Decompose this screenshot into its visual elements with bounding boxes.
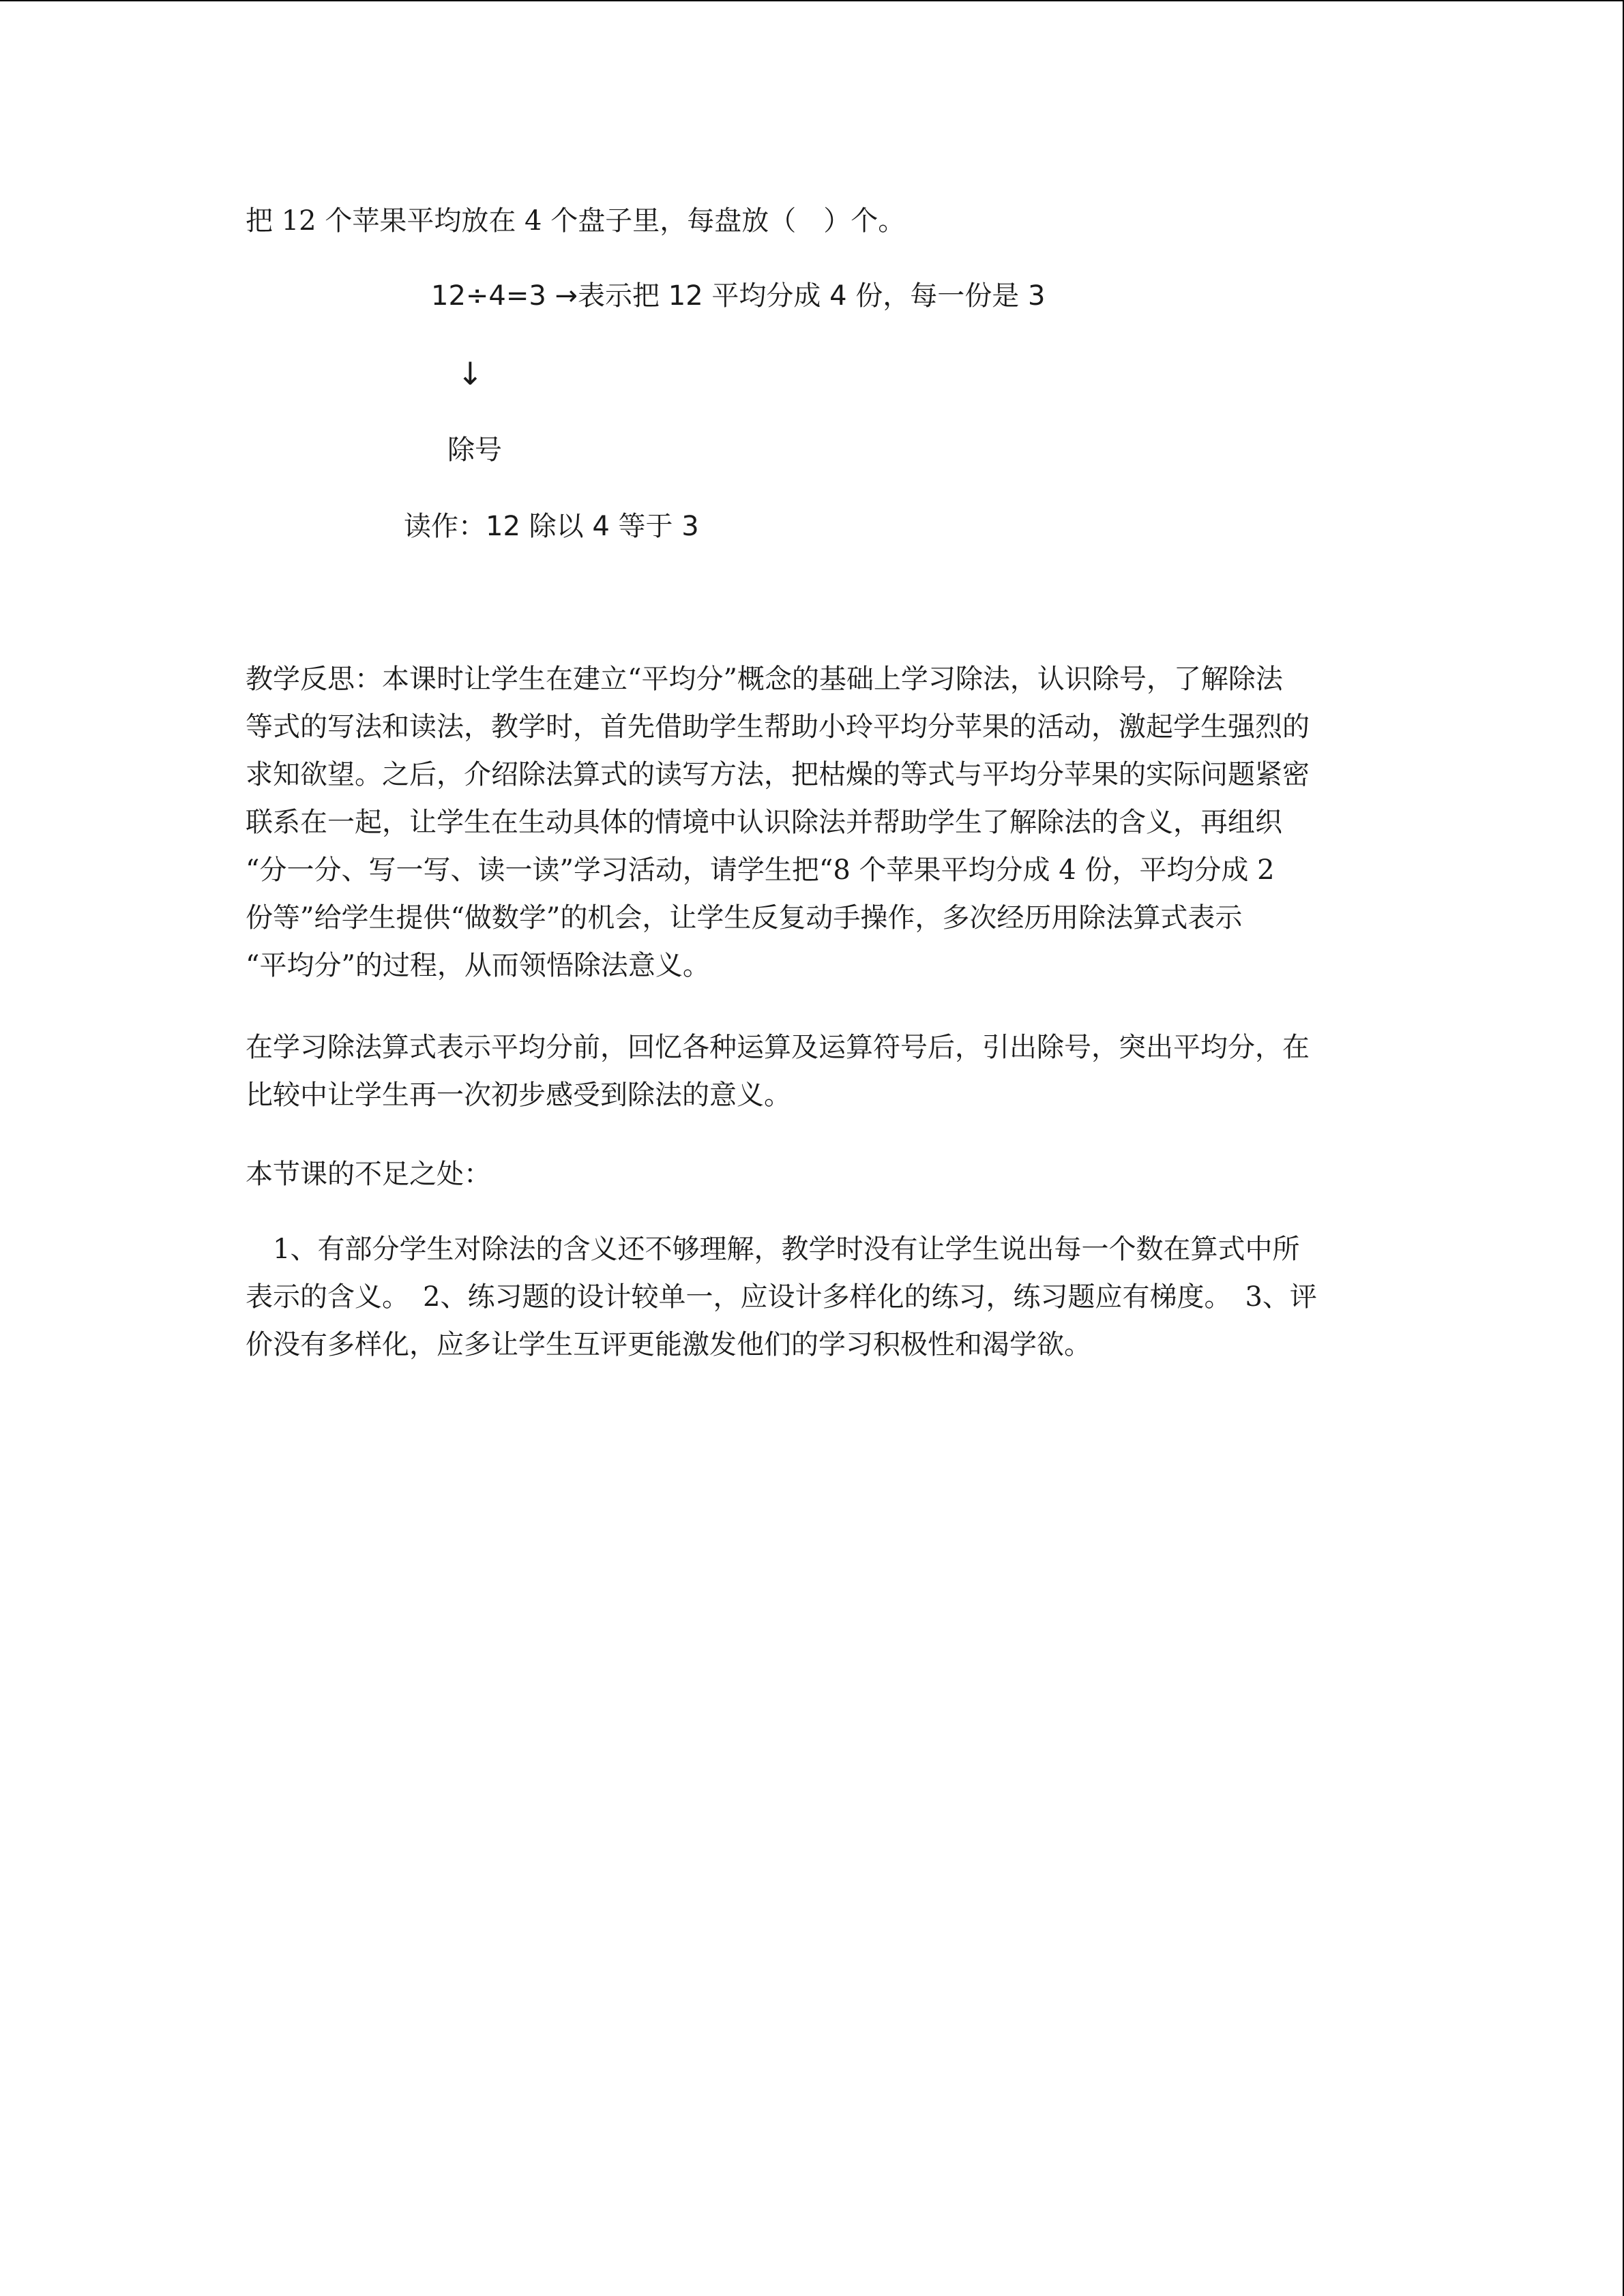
paragraph-line: 在学习除法算式表示平均分前，回忆各种运算及运算符号后，引出除号，突出平均分，在: [246, 1032, 1310, 1063]
shortcomings-heading: 本节课的不足之处：: [246, 1159, 491, 1190]
reflection-line: 求知欲望。之后，介绍除法算式的读写方法，把枯燥的等式与平均分苹果的实际问题紧密: [246, 759, 1310, 790]
reflection-line: “平均分”的过程，从而领悟除法意义。: [246, 950, 710, 981]
reflection-line: “分一分、写一写、读一读”学习活动，请学生把“8 个苹果平均分成 4 份，平均分成 2: [246, 854, 1275, 886]
reflection-line: 联系在一起，让学生在生动具体的情境中认识除法并帮助学生了解除法的含义，再组织: [246, 807, 1282, 838]
reflection-line: 份等”给学生提供“做数学”的机会，让学生反复动手操作，多次经历用除法算式表示: [246, 902, 1243, 934]
problem-question: 把 12 个苹果平均放在 4 个盘子里，每盘放（ ）个。: [246, 205, 906, 237]
reflection-line: 等式的写法和读法，教学时，首先借助学生帮助小玲平均分苹果的活动，激起学生强烈的: [246, 711, 1310, 743]
shortcomings-line: 1、有部分学生对除法的含义还不够理解，教学时没有让学生说出每一个数在算式中所: [246, 1234, 1300, 1265]
reflection-line: 教学反思：本课时让学生在建立“平均分”概念的基础上学习除法，认识除号，了解除法: [246, 664, 1283, 695]
reading-line: 读作：12 除以 4 等于 3: [404, 511, 699, 542]
equation-line: 12÷4=3 →表示把 12 平均分成 4 份，每一份是 3: [431, 280, 1046, 312]
paragraph-line: 比较中让学生再一次初步感受到除法的意义。: [246, 1079, 791, 1111]
shortcomings-line: 表示的含义。 2、练习题的设计较单一，应设计多样化的练习，练习题应有梯度。 3、评: [246, 1281, 1317, 1313]
down-arrow-icon: ↓: [457, 355, 484, 392]
shortcomings-line: 价没有多样化，应多让学生互评更能激发他们的学习积极性和渴学欲。: [246, 1329, 1091, 1360]
division-sign-label: 除号: [447, 434, 502, 466]
